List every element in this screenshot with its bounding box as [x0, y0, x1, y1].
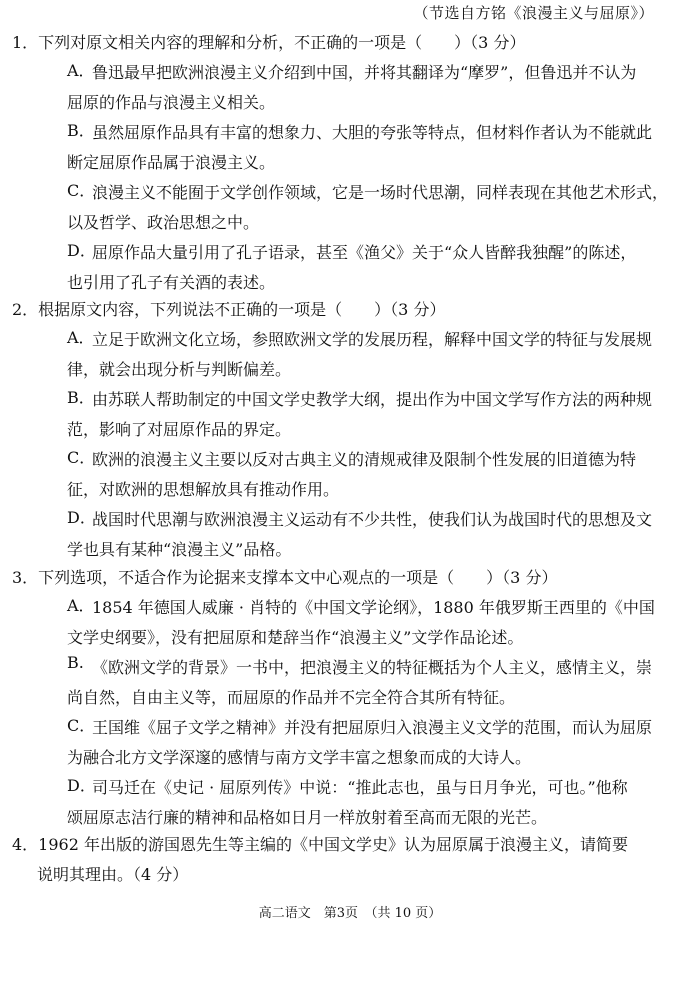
question-4: [12, 830, 672, 890]
question-stem: 1．下列对原文相关内容的理解和分析，不正确的一项是（ ）（3 分）: [12, 33, 526, 52]
option-text-line1: 鲁迅最早把欧洲浪漫主义介绍到中国，并将其翻译为“摩罗”，但鲁迅并不认为: [92, 63, 637, 82]
option-text-line2: 征，对欧洲的思想解放具有推动作用。: [67, 480, 340, 499]
option-letter: D．: [67, 241, 96, 260]
option-letter: D．: [67, 508, 96, 527]
option-text-line1: 由苏联人帮助制定的中国文学史教学大纲，提出作为中国文学写作方法的两种规: [92, 390, 653, 409]
option-text-line2: 尚自然，自由主义等，而屈原的作品并不完全符合其所有特征。: [67, 688, 516, 707]
option-c: [67, 713, 672, 773]
question-stem: 2．根据原文内容，下列说法不正确的一项是（ ）（3 分）: [12, 300, 446, 319]
option-text-line1: 王国维《屈子文学之精神》并没有把屈原归入浪漫主义文学的范围，而认为屈原: [92, 718, 653, 737]
option-text-line2: 文学史纲要》，没有把屈原和楚辞当作“浪漫主义”文学作品论述。: [67, 628, 524, 647]
question-stem: 3．下列选项，不适合作为论据来支撑本文中心观点的一项是（ ）（3 分）: [12, 568, 558, 587]
option-text-line2: 断定屈原作品属于浪漫主义。: [67, 153, 276, 172]
option-d: [67, 505, 672, 565]
option-text-line1: 立足于欧洲文化立场，参照欧洲文学的发展历程，解释中国文学的特征与发展规: [92, 330, 653, 349]
option-letter: C．: [67, 448, 96, 467]
option-d: [67, 773, 672, 833]
question-2: [12, 295, 672, 565]
question-1: [12, 28, 672, 298]
option-a: [67, 58, 672, 118]
option-text-line1: 浪漫主义不能囿于文学创作领域，它是一场时代思潮，同样表现在其他艺术形式，: [92, 183, 669, 202]
option-b: [67, 653, 672, 713]
option-text-line1: 虽然屈原作品具有丰富的想象力、大胆的夸张等特点，但材料作者认为不能就此: [92, 123, 653, 142]
option-text-line2: 以及哲学、政治思想之中。: [67, 213, 260, 232]
option-letter: A．: [67, 596, 95, 615]
question-stem: 4．1962 年出版的游国恩先生等主编的《中国文学史》认为屈原属于浪漫主义，请简要: [12, 835, 628, 854]
option-text-line1: 1854 年德国人威廉 · 肖特的《中国文学论纲》，1880 年俄罗斯王西里的《中国: [92, 598, 655, 617]
option-letter: B.: [67, 653, 84, 672]
option-letter: D．: [67, 776, 96, 795]
option-text-line2: 也引用了孔子有关酒的表述。: [67, 273, 276, 292]
option-a: [67, 593, 672, 653]
option-letter: C．: [67, 716, 96, 735]
option-letter: A．: [67, 61, 95, 80]
option-text-line2: 屈原的作品与浪漫主义相关。: [67, 93, 276, 112]
option-text-line1: 战国时代思潮与欧洲浪漫主义运动有不少共性，使我们认为战国时代的思想及文: [92, 510, 653, 529]
page-footer: 高二语文 第3页 （共 10 页）: [258, 906, 442, 921]
option-text-line2: 为融合北方文学深邃的感情与南方文学丰富之想象而成的大诗人。: [67, 748, 532, 767]
question-3: [12, 563, 672, 833]
option-a: [67, 325, 672, 385]
option-text-line1: 《欧洲文学的背景》一书中，把浪漫主义的特征概括为个人主义，感情主义，崇: [92, 658, 653, 677]
question-stem-line2: 说明其理由。（4 分）: [37, 865, 189, 884]
option-letter: B．: [67, 121, 95, 140]
option-text-line2: 颂屈原志洁行廉的精神和品格如日月一样放射着至高而无限的光芒。: [67, 808, 548, 827]
option-text-line1: 屈原作品大量引用了孔子语录，甚至《渔父》关于“众人皆醉我独醒”的陈述，: [92, 243, 637, 262]
option-letter: A．: [67, 328, 95, 347]
source-citation: （节选自方铭《浪漫主义与屈原》）: [413, 4, 654, 22]
option-c: [67, 178, 672, 238]
option-letter: C．: [67, 181, 96, 200]
option-c: [67, 445, 672, 505]
option-text-line2: 学也具有某种“浪漫主义”品格。: [67, 540, 292, 559]
option-text-line1: 欧洲的浪漫主义主要以反对古典主义的清规戒律及限制个性发展的旧道德为特: [92, 450, 637, 469]
option-b: [67, 118, 672, 178]
option-text-line2: 范，影响了对屈原作品的界定。: [67, 420, 292, 439]
option-text-line1: 司马迁在《史记 · 屈原列传》中说：“推此志也，虽与日月争光，可也。”他称: [92, 778, 628, 797]
option-b: [67, 385, 672, 445]
option-text-line2: 律，就会出现分析与判断偏差。: [67, 360, 292, 379]
option-letter: B．: [67, 388, 95, 407]
option-d: [67, 238, 672, 298]
